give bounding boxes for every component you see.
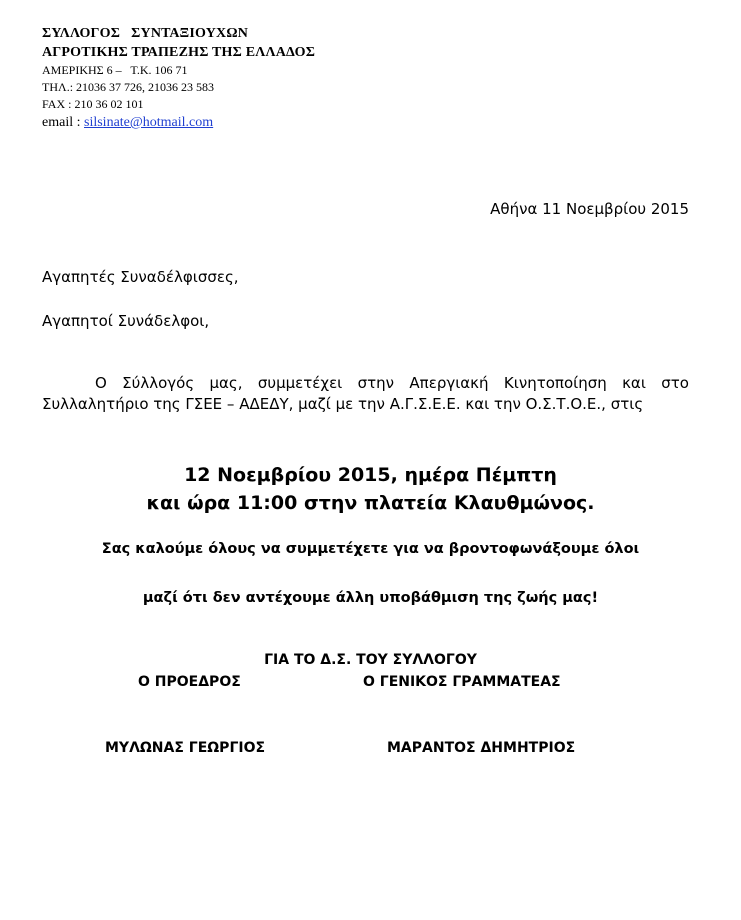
org-name-line-2: ΑΓΡΟΤΙΚΗΣ ΤΡΑΠΕΖΗΣ ΤΗΣ ΕΛΛΑΔΟΣ xyxy=(42,45,316,60)
secretary-title: Ο ΓΕΝΙΚΟΣ ΓΡΑΜΜΑΤΕΑΣ xyxy=(363,674,561,690)
event-time-place-headline: και ώρα 11:00 στην πλατεία Κλαυθμώνος. xyxy=(146,492,595,514)
org-phone: ΤΗΛ.: 21036 37 726, 21036 23 583 xyxy=(42,80,215,94)
greeting-female: Αγαπητές Συναδέλφισσες, xyxy=(42,268,239,286)
call-to-action-line-1: Σας καλούμε όλους να συμμετέχετε για να βροντοφωνάξουμε όλοι xyxy=(101,541,640,557)
letter-date: Αθήνα 11 Νοεμβρίου 2015 xyxy=(490,200,689,218)
president-title: Ο ΠΡΟΕΔΡΟΣ xyxy=(138,674,241,690)
secretary-name: ΜΑΡΑΝΤΟΣ ΔΗΜΗΤΡΙΟΣ xyxy=(387,740,576,756)
call-to-action-line-2: μαζί ότι δεν αντέχουμε άλλη υποβάθμιση της ζωής μας! xyxy=(142,590,599,606)
org-address: ΑΜΕΡΙΚΗΣ 6 – Τ.Κ. 106 71 xyxy=(42,63,188,77)
org-fax: FAX : 210 36 02 101 xyxy=(42,97,144,111)
org-email xyxy=(42,113,315,133)
event-date-headline: 12 Νοεμβρίου 2015, ημέρα Πέμπτη xyxy=(184,464,557,486)
greeting-male: Αγαπητοί Συνάδελφοι, xyxy=(42,312,210,330)
president-name: ΜΥΛΩΝΑΣ ΓΕΩΡΓΙΟΣ xyxy=(105,740,266,756)
email-label: email : xyxy=(42,115,84,130)
org-name-line-1: ΣΥΛΛΟΓΟΣ ΣΥΝΤΑΞΙΟΥΧΩΝ xyxy=(42,26,249,41)
paragraph-text: Ο Σύλλογός μας, συμμετέχει στην Απεργιακή Κινητοποίηση και στο Συλλαλητήριο της ΓΣΕΕ – ΑΔΕΔΥ, μαζί με την Α.Γ.Σ.Ε.Ε. και την Ο.Σ.Τ.Ο.Ε., στις xyxy=(42,374,689,413)
email-link[interactable]: silsinate@hotmail.com xyxy=(84,115,214,130)
announcement-paragraph xyxy=(42,373,689,415)
letterhead xyxy=(42,24,315,133)
signature-board-heading: ΓΙΑ ΤΟ Δ.Σ. ΤΟΥ ΣΥΛΛΟΓΟΥ xyxy=(264,652,477,668)
